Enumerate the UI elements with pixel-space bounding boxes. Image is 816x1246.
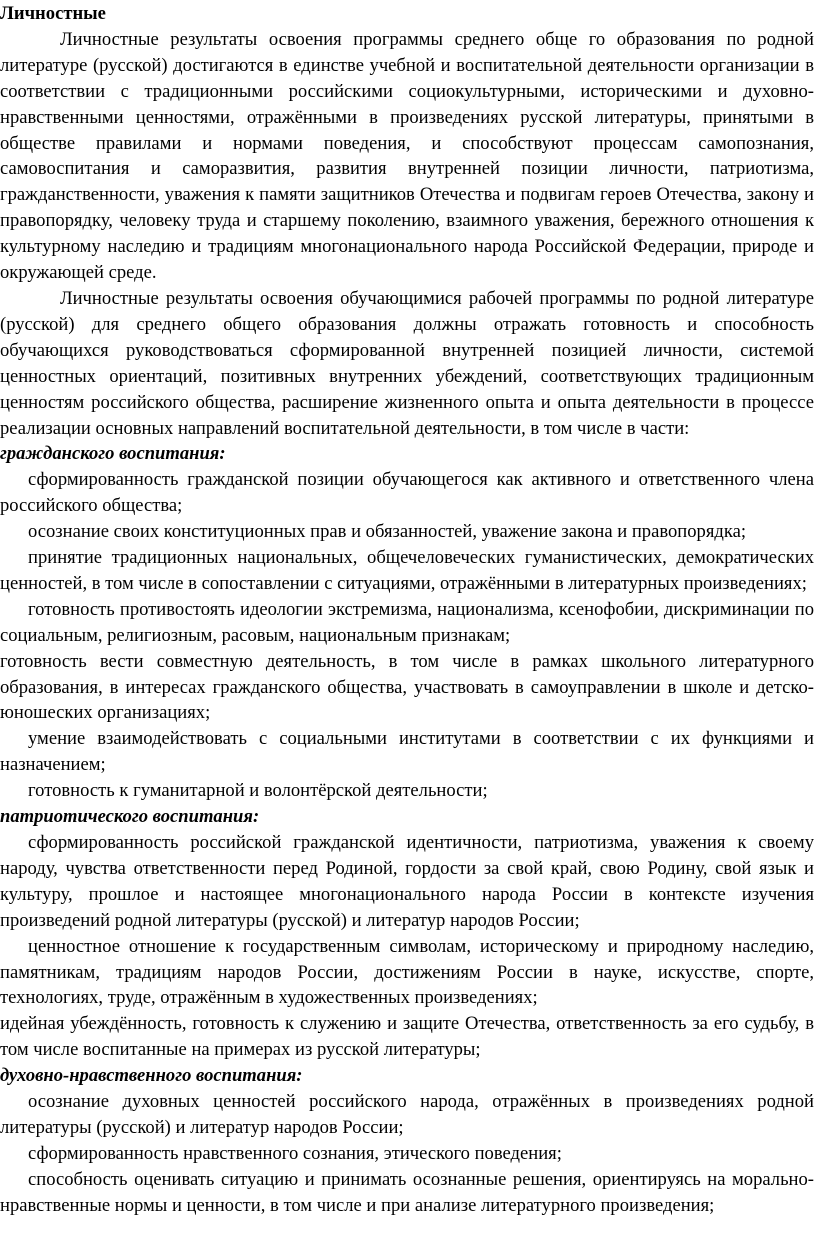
document-heading: Личностные (0, 3, 106, 24)
list-item: готовность противостоять идеологии экстремизма, национализма, ксенофобии, дискриминации по социальным, религиозным, расовым, национальным признакам; (0, 598, 814, 646)
list-item: идейная убеждённость, готовность к служению и защите Отечества, ответственность за его судьбу, в том числе воспитанные на примерах из русской литературы; (0, 1013, 814, 1061)
section-title-patriotic: патриотического воспитания: (0, 806, 260, 828)
list-item: готовность вести совместную деятельность, в том числе в рамках школьного литературного образования, в интересах гражданского общества, участвовать в самоуправлении в школе и детско-юношеских организациях; (0, 650, 814, 724)
list-item: способность оценивать ситуацию и принимать осознанные решения, ориентируясь на морально-нравственные нормы и ценности, в том числе и при анализе литературного произведения; (0, 1168, 814, 1216)
list-item: сформированность гражданской позиции обучающегося как активного и ответственного члена российского общества; (0, 469, 814, 517)
list-item: сформированность нравственного сознания, этического поведения; (28, 1142, 562, 1164)
list-item: умение взаимодействовать с социальными институтами в соответствии с их функциями и назначением; (0, 728, 814, 776)
intro-paragraph: Личностные результаты освоения программы среднего обще го образования по родной литературе (русской) достигаются в единстве учебной и воспитательной деятельности организации в соответствии с традиционными российскими социокультурными, историческими и духовно-нравственными ценностями, отражёнными в произведениях русской литературы, принятыми в обществе правилами и нормами поведения, и способствуют процессам самопознания, самовоспитания и саморазвития, развития внутренней позиции личности, патриотизма, гражданственности, уважения к памяти защитников Отечества и подвигам героев Отечества, закону и правопорядку, человеку труда и старшему поколению, взаимного уважения, бережного отношения к культурному наследию и традициям многонационального народа Российской Федерации, природе и окружающей среде. (0, 28, 814, 284)
intro-paragraph: Личностные результаты освоения обучающимися рабочей программы по родной литературе (русской) для среднего общего образования должны отражать готовность и способность обучающихся руководствоваться сформированной внутренней позицией личности, системой ценностных ориентаций, позитивных внутренних убеждений, соответствующих традиционным ценностям российского общества, расширение жизненного опыта и опыта деятельности в процессе реализации основных направлений воспитательной деятельности, в том числе в части: (0, 287, 814, 439)
list-item: сформированность российской гражданской идентичности, патриотизма, уважения к своему народу, чувства ответственности перед Родиной, гордости за свой край, свою Родину, свой язык и культуру, прошлое и настоящее многонационального народа России в контексте изучения произведений родной литературы (русской) и литератур народов России; (0, 832, 814, 931)
list-item: принятие традиционных национальных, общечеловеческих гуманистических, демократических ценностей, в том числе в сопоставлении с ситуациями, отражёнными в литературных произведениях; (0, 547, 814, 594)
section-title-civic: гражданского воспитания: (0, 443, 226, 465)
list-item: осознание духовных ценностей российского народа, отражённых в произведениях родной литературы (русской) и литератур народов России; (0, 1091, 814, 1138)
list-item: ценностное отношение к государственным символам, историческому и природному наследию, памятникам, традициям народов России, достижениям России в науке, искусстве, спорте, технологиях, труде, отражённым в художественных произведениях; (0, 935, 814, 1009)
list-item: осознание своих конституционных прав и обязанностей, уважение закона и правопорядка; (28, 521, 747, 543)
list-item: готовность к гуманитарной и волонтёрской деятельности; (28, 780, 488, 802)
section-title-spiritual: духовно-нравственного воспитания: (0, 1065, 303, 1087)
